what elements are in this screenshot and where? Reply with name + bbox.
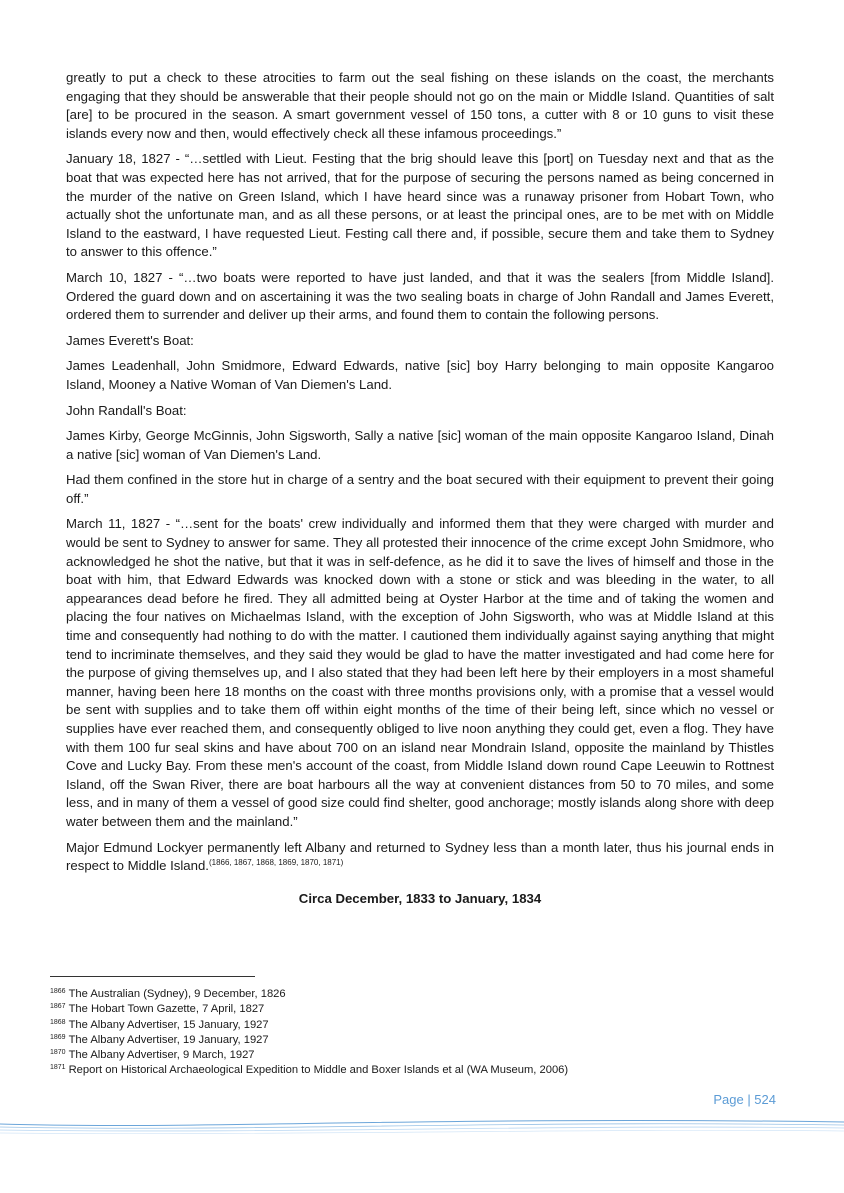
footnote-number: 1870	[50, 1049, 66, 1057]
closing-paragraph-text: Major Edmund Lockyer permanently left Albany and returned to Sydney less than a month later, thus his journal ends in respect to Middle Island.	[66, 839, 774, 874]
footnote-text: The Albany Advertiser, 15 January, 1927	[68, 1018, 269, 1031]
section-heading: Circa December, 1833 to January, 1834	[298, 890, 542, 906]
wave-line	[0, 1120, 844, 1125]
footnote-number: 1871	[50, 1064, 66, 1072]
footnote	[50, 1033, 770, 1048]
footnote-refs[interactable]: (1866, 1867, 1868, 1869, 1870, 1871)	[208, 858, 344, 868]
paragraph: Had them confined in the store hut in charge of a sentry and the boat secured with their equipment to prevent their going off.”	[66, 472, 774, 506]
footnote-divider	[50, 976, 255, 977]
paragraph: January 18, 1827 - “…settled with Lieut. Festing that the brig should leave this [port] on Tuesday next and that as the boat that was expected here has not arrived, that for the purpose of securing the persons named as being concerned in the murder of the native on Green Island, which I have heard since was a runaway prisoner from Hobart Town, who actually shot the unfortunate man, and as all these persons, or at least the principal ones, are to be met with on Middle Island to the eastward, I have requested Lieut. Festing call there and, if possible, secure them and take them to Sydney to answer to this offence.”	[66, 151, 774, 260]
paragraph: James Leadenhall, John Smidmore, Edward Edwards, native [sic] boy Harry belonging to main opposite Kangaroo Island, Mooney a Native Woman of Van Diemen's Land.	[66, 358, 774, 392]
paragraph: James Kirby, George McGinnis, John Sigsworth, Sally a native [sic] woman of the main opposite Kangaroo Island, Dinah a native [sic] woman of Van Diemen's Land.	[66, 428, 774, 462]
paragraph: March 11, 1827 - “…sent for the boats' crew individually and informed them that they were charged with murder and would be sent to Sydney to answer for same. They all protested their innocence of the crime except John Smidmore, who acknowledged he shot the native, but that it was in self-defence, as he did it to save the lives of himself and those in the boat with him, that Edward Edwards was knocked down with a stone or stick and was bleeding in the water, to all appearances dead before he fired. They all admitted being at Oyster Harbor at the time and of taking the women and placing the four natives on Michaelmas Island, with the exception of John Sigsworth, who was at Middle Island at this time and consequently had nothing to do with the matter. I cautioned them individually against saying anything that might tend to incriminate themselves, and they said they would be glad to have the matter investigated and had come here for the purpose of giving themselves up, and I also stated that they had been left here by their employers in a most shameful manner, having been here 18 months on the coast with three months provisions only, with a promise that a vessel would be sent with supplies and to take them off within eight months of the time of their being left, since which no vessel or supplies have ever reached them, and consequently obliged to live noon anything they could get, even a flog. They have with them 100 fur seal skins and have about 700 on an island near Mondrain Island, opposite the mainland by Thistles Cove and Lucky Bay. From these men's account of the coast, from Middle Island down round Cape Leeuwin to Rottnest Island, off the Swan River, there are boat harbours all the way at convenient distances from 50 to 70 miles, and some less, and in many of them a vessel of good size could find shelter, good anchorage; mostly islands along shore with deep water between them and the mainland.”	[66, 516, 774, 829]
footnote	[50, 1063, 770, 1078]
footnote	[50, 987, 770, 1002]
footnote-number: 1869	[50, 1033, 66, 1041]
footnote	[50, 1002, 770, 1017]
paragraph: John Randall's Boat:	[66, 402, 187, 418]
paragraph: James Everett's Boat:	[66, 332, 194, 348]
footnote	[50, 1018, 770, 1033]
closing-paragraph	[66, 839, 774, 876]
footnote-number: 1868	[50, 1018, 66, 1026]
footnote-text: Report on Historical Archaeological Expedition to Middle and Boxer Islands et al (WA Museum, 2006)	[68, 1064, 569, 1077]
footnote	[50, 1048, 770, 1063]
footnote-text: The Albany Advertiser, 19 January, 1927	[68, 1033, 269, 1046]
paragraph: greatly to put a check to these atrocities to farm out the seal fishing on these islands on the coast, the merchants engaging that they should be answerable that their people should not go on the main or Middle Island. Quantities of salt [are] to be procured in the season. A smart government vessel of 150 tons, a cutter with 8 or 10 guns to visit these islands every now and then, would effectively check all these infamous proceedings.”	[66, 70, 774, 141]
footnote-text: The Australian (Sydney), 9 December, 1826	[68, 988, 286, 1000]
footer-wave-decoration	[0, 1110, 844, 1140]
footnote-text: The Hobart Town Gazette, 7 April, 1827	[68, 1003, 265, 1016]
paragraph: March 10, 1827 - “…two boats were reported to have just landed, and that it was the sealers [from Middle Island]. Ordered the guard down and on ascertaining it was the two sealing boats in charge of John Randall and James Everett, ordered them to surrender and deliver up their arms, and found them to contain the following persons.	[66, 269, 774, 323]
footnote-number: 1867	[50, 1003, 66, 1011]
footnote-number: 1866	[50, 988, 66, 995]
page-number: Page | 524	[713, 1092, 776, 1107]
footnotes	[50, 987, 770, 1079]
body-text	[66, 69, 774, 908]
footnote-text: The Albany Advertiser, 9 March, 1927	[68, 1049, 255, 1062]
